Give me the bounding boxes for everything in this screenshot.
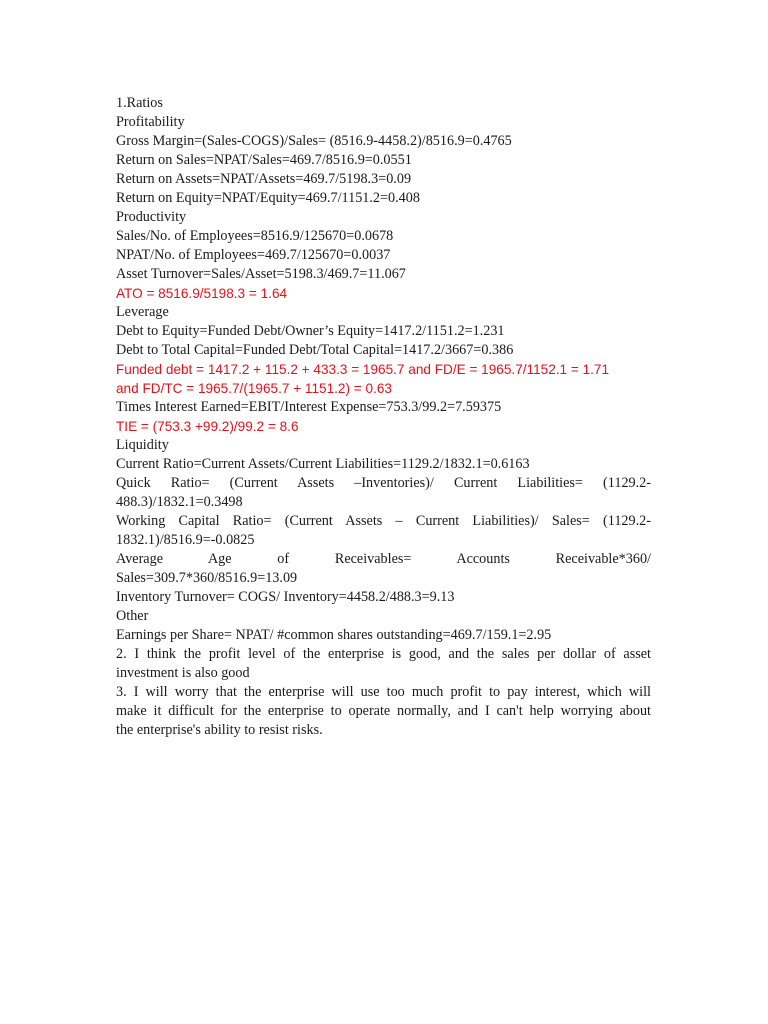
text-line: Return on Equity=NPAT/Equity=469.7/1151.2=0.408 — [116, 190, 420, 206]
text-line: Asset Turnover=Sales/Asset=5198.3/469.7=11.067 — [116, 266, 406, 282]
annotation-line: ATO = 8516.9/5198.3 = 1.64 — [116, 286, 288, 301]
working-capital-line-2: 1832.1)/8516.9=-0.0825 — [116, 532, 255, 548]
text-line: 1.Ratios — [116, 95, 163, 111]
annotation-line: and FD/TC = 1965.7/(1965.7 + 1151.2) = 0.63 — [116, 381, 392, 396]
text-line: Times Interest Earned=EBIT/Interest Expense=753.3/99.2=7.59375 — [116, 399, 502, 415]
other-heading: Other — [116, 608, 149, 624]
answer-3-line-3: the enterprise's ability to resist risks. — [116, 722, 323, 738]
working-capital-line-1: Working Capital Ratio= (Current Assets – Current Liabilities)/ Sales= (1129.2- — [116, 513, 651, 529]
text-line: Liquidity — [116, 437, 169, 453]
avg-age-line-1: Average Age of Receivables= Accounts Receivable*360/ — [116, 551, 651, 567]
answer-3-line-2: make it difficult for the enterprise to operate normally, and I can't help worrying about — [116, 703, 651, 719]
inventory-turnover-line: Inventory Turnover= COGS/ Inventory=4458.2/488.3=9.13 — [116, 589, 455, 605]
text-line: NPAT/No. of Employees=469.7/125670=0.0037 — [116, 247, 391, 263]
text-line: Debt to Equity=Funded Debt/Owner’s Equity=1417.2/1151.2=1.231 — [116, 323, 505, 339]
text-line: Return on Assets=NPAT/Assets=469.7/5198.3=0.09 — [116, 171, 412, 187]
ratio-lines — [116, 94, 651, 474]
text-line: Profitability — [116, 114, 185, 130]
text-line: Productivity — [116, 209, 187, 225]
answer-2-line-2: investment is also good — [116, 665, 250, 681]
answer-3-line-1: 3. I will worry that the enterprise will use too much profit to pay interest, which will — [116, 684, 651, 700]
quick-ratio-line-2: 488.3)/1832.1=0.3498 — [116, 494, 243, 510]
text-line: Current Ratio=Current Assets/Current Liabilities=1129.2/1832.1=0.6163 — [116, 456, 530, 472]
eps-line: Earnings per Share= NPAT/ #common shares outstanding=469.7/159.1=2.95 — [116, 627, 552, 643]
annotation-line: Funded debt = 1417.2 + 115.2 + 433.3 = 1965.7 and FD/E = 1965.7/1152.1 = 1.71 — [116, 362, 610, 377]
text-line: Gross Margin=(Sales-COGS)/Sales= (8516.9-4458.2)/8516.9=0.4765 — [116, 133, 512, 149]
text-line: Sales/No. of Employees=8516.9/125670=0.0678 — [116, 228, 394, 244]
text-line: Leverage — [116, 304, 169, 320]
annotation-line: TIE = (753.3 +99.2)/99.2 = 8.6 — [116, 419, 299, 434]
text-line: Return on Sales=NPAT/Sales=469.7/8516.9=0.0551 — [116, 152, 412, 168]
answer-2-line-1: 2. I think the profit level of the enterprise is good, and the sales per dollar of asset — [116, 646, 651, 662]
text-line: Debt to Total Capital=Funded Debt/Total Capital=1417.2/3667=0.386 — [116, 342, 514, 358]
document-page — [116, 94, 651, 740]
avg-age-line-2: Sales=309.7*360/8516.9=13.09 — [116, 570, 298, 586]
quick-ratio-line-1: Quick Ratio= (Current Assets –Inventories)/ Current Liabilities= (1129.2- — [116, 475, 651, 491]
